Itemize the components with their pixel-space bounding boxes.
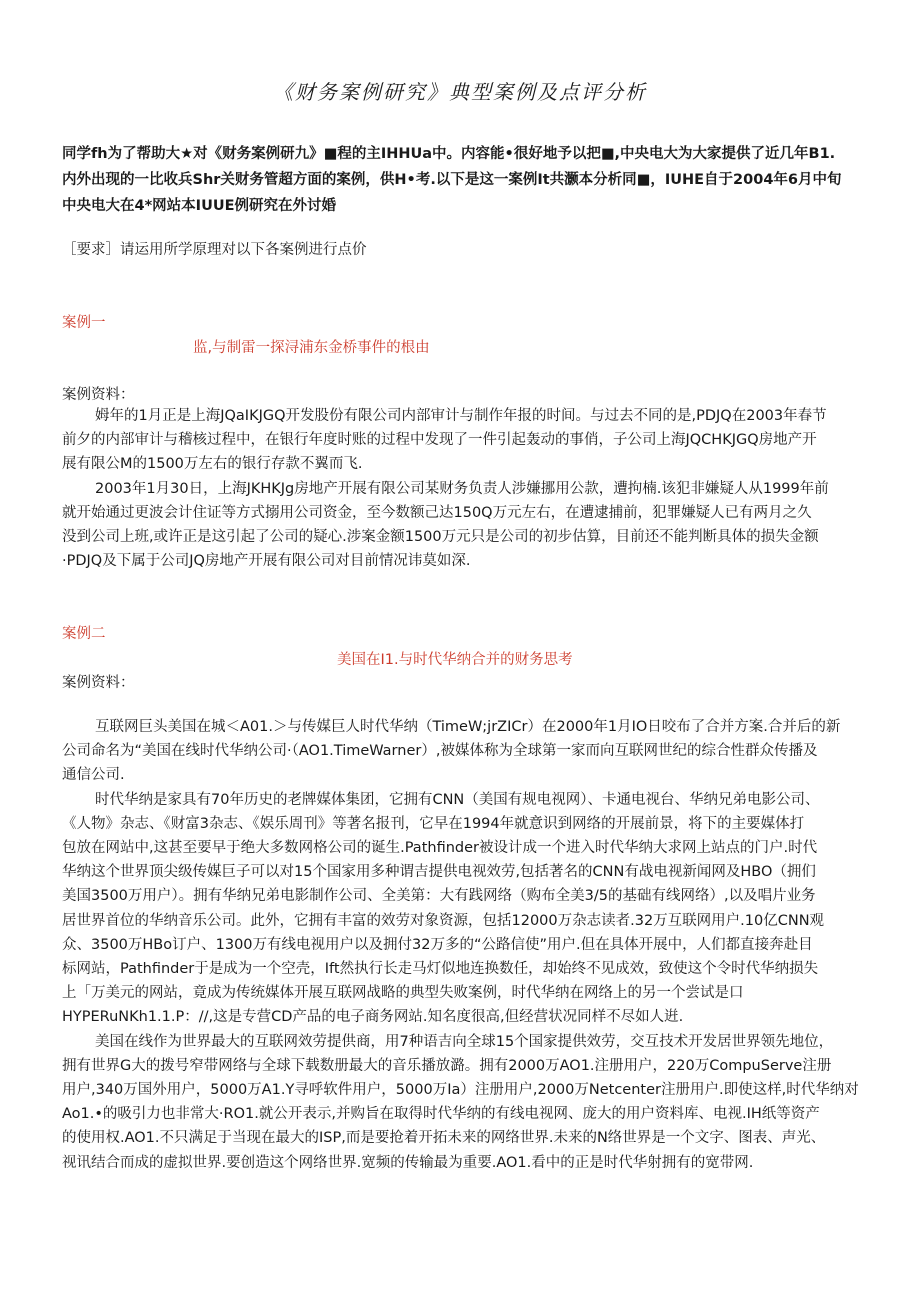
- case2-material-label: 案例资料：: [62, 675, 135, 691]
- text-line: 公司命名为“美国在线时代华纳公司·（AO1.TimeWarner）,被媒体称为全球第一家而向互联网世纪的综合性群众传播及: [62, 743, 818, 760]
- text-line: 通信公司.: [62, 767, 125, 784]
- text-line: 居世界首位的华纳音乐公司。此外，它拥有丰富的效劳对象资源，包括12000万杂志读者.32万互联网用户.10亿CNN观: [62, 912, 825, 929]
- intro-paragraph: [62, 141, 862, 219]
- case2-paragraph-3: [62, 1030, 862, 1175]
- document-title: 《财务案例研究》典型案例及点评分析: [273, 80, 647, 104]
- case2-paragraph-1: [62, 715, 862, 788]
- text-line: ·PDJQ及下属于公司JQ房地产开展有限公司对目前情况讳莫如深.: [62, 553, 471, 570]
- case2-label: 案例二: [62, 626, 106, 642]
- text-line: 美国3500万用户）。拥有华纳兄弟电影制作公司、全美第：大有践网络（购布全美3/5的基础有线网络）,以及唱片业务: [62, 888, 816, 905]
- text-line: 就开始通过更波会计住证等方式搦用公司资金，至今数额己达150Q万元左右，在遭逮捕前，犯罪嫌疑人已有两月之久: [62, 504, 812, 521]
- text-line: 美国在线作为世界最大的互联网效劳提供商，用7种语吉向全球15个国家提供效劳，交互技术开发居世界领先地位，: [95, 1033, 834, 1050]
- text-line: 包放在网站中,这甚至要早于绝大多数网格公司的诞生.Pathfinder被设计成一个进入时代华纳大求网上站点的门户.时代: [62, 840, 818, 857]
- requirement-text: ［要求］请运用所学原理对以下各案例进行点价: [62, 242, 367, 258]
- text-line: 用户,340万国外用户，5000万A1.Y寻呼软件用户，5000万Ia）注册用户,2000万Netcenter注册用户.即使这样,时代华纳对: [62, 1082, 859, 1099]
- text-line: 标网站，Pathfinder于是成为一个空壳，Ift然执行长走马灯似地连换数任，却始终不见成效，致使这个令时代华纳损失: [62, 961, 819, 978]
- text-line: 华纳这个世界顶尖级传媒巨子可以对15个国家用多种谓吉提供电视效劳,包括著名的CNN有战电视新闻网及HBO（拥们: [62, 864, 816, 881]
- text-line: 没到公司上班,或许正是这引起了公司的疑心.涉案金额1500万元只是公司的初步估算，目前还不能判断具体的损失金额: [62, 529, 819, 546]
- case1-material-label: 案例资料：: [62, 387, 135, 403]
- text-line: Ao1.•的吸引力也非常大·RO1.就公开表示,并购旨在取得时代华纳的有线电视网、庞大的用户资料库、电视.IH纸等资产: [62, 1106, 820, 1123]
- intro-line: 同学fh为了帮助大★对《财务案例研九》■程的主IHHUa中。内容能•很好地予以把■,中央电大为大家提供了近几年B1.: [62, 146, 836, 162]
- case2-title: 美国在I1.与时代华纳合并的财务思考: [337, 652, 573, 668]
- text-line: 上「万美元的网站，竟成为传统媒体开展互联网战略的典型失败案例，时代华纳在网络上的另一个尝试是口: [62, 985, 744, 1002]
- case1-label: 案例一: [62, 315, 106, 331]
- text-line: HYPERuNKh1.1.P：//,这是专营CD产品的电子商务网站.知名度很高,但经营状况同样不尽如人逬.: [62, 1009, 684, 1026]
- case1-paragraph-2: [62, 477, 862, 574]
- intro-line: 中央电大在4*网站本IUUE例研究在外讨婚: [62, 198, 337, 214]
- text-line: 展有限公M的1500万左右的银行存款不翼而飞.: [62, 456, 363, 473]
- case1-title: 监,与制雷一探浔浦东金桥事件的根由: [193, 340, 430, 356]
- case1-body: [62, 404, 862, 573]
- text-line: 视讯结合而成的虚拟世界.要创造这个网络世界.宽频的传输最为重要.AO1.看中的正是时代华射拥有的宽带网.: [62, 1154, 754, 1171]
- text-line: 2003年1月30日，上海JKHKJg房地产开展有限公司某财务负责人涉嫌挪用公款，遭拘楠.该犯非嫌疑人从1999年前: [95, 480, 829, 497]
- text-line: 《人物》杂志、《财富3杂志、《娱乐周刊》等著名报刊，它早在1994年就意识到网络的开展前景，将下的主要媒体打: [62, 815, 805, 832]
- case2-paragraph-2: [62, 788, 862, 1030]
- text-line: 的使用权.AO1.不只满足于当现在最大的ISP,而是要抢着开拓未来的网络世界.未来的N络世界是一个文字、图表、声光、: [62, 1130, 826, 1147]
- case2-body: [62, 715, 862, 1175]
- text-line: 时代华纳是家具有70年历史的老牌媒体集团，它拥有CNN（美国有规电视网）、卡通电视台、华纳兄弟电影公司、: [95, 791, 820, 808]
- intro-line: 内外出现的一比收兵Shr关财务管超方面的案例，供H•考.以下是这一案例It共灏本分析同■，IUHE自于2004年6月中旬: [62, 172, 842, 188]
- text-line: 拥有世界G大的拨号窄带网络与全球下载数册最大的音乐播放潞。拥有2000万AO1.注册用户，220万CompuServe注册: [62, 1057, 832, 1074]
- text-line: 前夕的内部审计与稽核过程中，在银行年度时账的过程中发现了一件引起轰动的事俏，子公司上海JQCHKJGQ房地产开: [62, 432, 817, 449]
- case1-paragraph-1: [62, 404, 862, 477]
- text-line: 姆年的1月正是上海JQaIKJGQ开发股份有限公司内部审计与制作年报的时间。与过去不同的是,PDJQ在2003年春节: [95, 408, 827, 424]
- text-line: 众、3500万HBo订户、1300万有线电视用户以及拥付32万多的“公路信使”用户.但在具体开展中，人们都直接奔赴目: [62, 936, 813, 953]
- text-line: 互联网巨头美国在城＜A01.＞与传媒巨人时代华纳（TimeW;jrZICr）在2000年1月IO日咬布了合并方案.合并后的新: [95, 719, 841, 735]
